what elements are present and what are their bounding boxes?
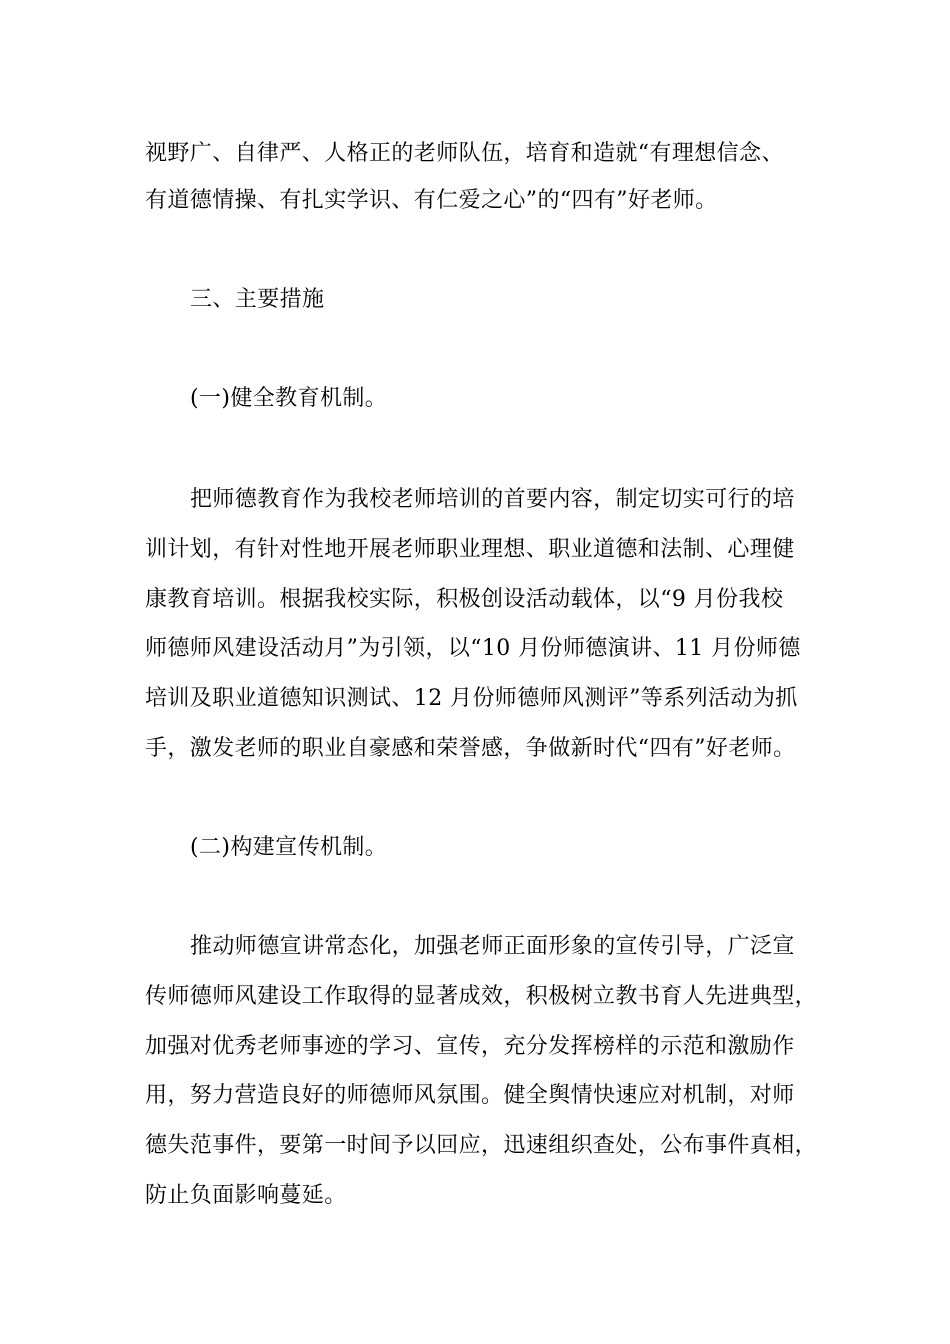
subsection-1-line-2: 训计划，有针对性地开展老师职业理想、职业道德和法制、心理健 [145,537,795,562]
section-heading: 三、主要措施 [190,287,325,312]
subsection-2-line-2: 传师德师风建设工作取得的显著成效，积极树立教书育人先进典型， [145,984,818,1009]
subsection-1-line-5: 培训及职业道德知识测试、12 月份师德师风测评”等系列活动为抓 [145,686,798,711]
intro-line-2: 有道德情操、有扎实学识、有仁爱之心”的“四有”好老师。 [145,188,718,213]
subsection-1-line-4: 师德师风建设活动月”为引领，以“10 月份师德演讲、11 月份师德 [145,636,801,661]
subsection-1-heading: (一)健全教育机制。 [190,386,388,411]
subsection-2-line-4: 用，努力营造良好的师德师风氛围。健全舆情快速应对机制，对师 [145,1083,795,1108]
intro-line-1: 视野广、自律严、人格正的老师队伍，培育和造就“有理想信念、 [145,141,784,166]
subsection-2-line-3: 加强对优秀老师事迹的学习、宣传，充分发挥榜样的示范和激励作 [145,1034,795,1059]
subsection-2-line-1: 推动师德宣讲常态化，加强老师正面形象的宣传引导，广泛宣 [190,934,795,959]
subsection-2-heading: (二)构建宣传机制。 [190,835,388,860]
subsection-1-line-6: 手，激发老师的职业自豪感和荣誉感，争做新时代“四有”好老师。 [145,736,796,761]
subsection-2-line-6: 防止负面影响蔓延。 [145,1183,347,1208]
subsection-1-line-1: 把师德教育作为我校老师培训的首要内容，制定切实可行的培 [190,487,795,512]
subsection-1-line-3: 康教育培训。根据我校实际，积极创设活动载体，以“9 月份我校 [145,587,784,612]
subsection-2-line-5: 德失范事件，要第一时间予以回应，迅速组织查处，公布事件真相， [145,1133,818,1158]
